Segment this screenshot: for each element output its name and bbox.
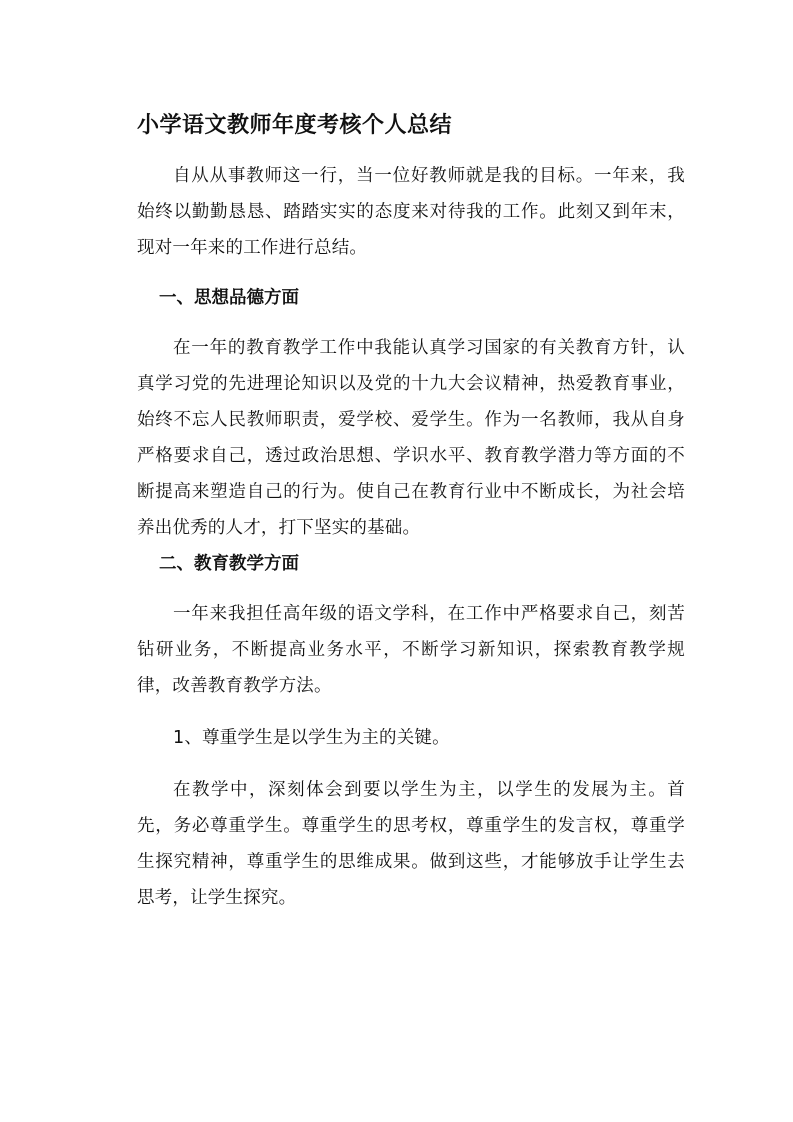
document-body — [137, 106, 685, 916]
intro-paragraph: 自从从事教师这一行，当一位好教师就是我的目标。一年来，我始终以勤勤恳恳、踏踏实实的态度来对待我的工作。此刻又到年末，现对一年来的工作进行总结。 — [137, 166, 685, 258]
ideology-paragraph: 在一年的教育教学工作中我能认真学习国家的有关教育方针，认真学习党的先进理论知识以及党的十九大会议精神，热爱教育事业，始终不忘人民教师职责，爱学校、爱学生。作为一名教师，我从自身严格要求自己，透过政治思想、学识水平、教育教学潜力等方面的不断提高来塑造自己的行为。使自己在教育行业中不断成长，为社会培养出优秀的人才，打下坚实的基础。 — [137, 338, 685, 538]
spacer — [137, 582, 685, 596]
spacer — [137, 266, 685, 280]
section-heading-teaching: 二、教育教学方面 — [159, 554, 299, 574]
spacer — [137, 756, 685, 772]
teaching-point-1-detail: 在教学中，深刻体会到要以学生为主，以学生的发展为主。首先，务必尊重学生。尊重学生的思考权，尊重学生的发言权，尊重学生探究精神，尊重学生的思维成果。做到这些，才能够放手让学生去思考，让学生探究。 — [137, 780, 685, 908]
spacer — [137, 704, 685, 720]
teaching-point-1: 1、尊重学生是以学生为主的关键。 — [173, 728, 450, 748]
document-title: 小学语文教师年度考核个人总结 — [137, 113, 453, 138]
spacer — [137, 316, 685, 330]
teaching-paragraph: 一年来我担任高年级的语文学科，在工作中严格要求自己，刻苦钻研业务，不断提高业务水平，不断学习新知识，探索教育教学规律，改善教育教学方法。 — [137, 604, 685, 696]
section-heading-ideology: 一、思想品德方面 — [159, 288, 299, 308]
